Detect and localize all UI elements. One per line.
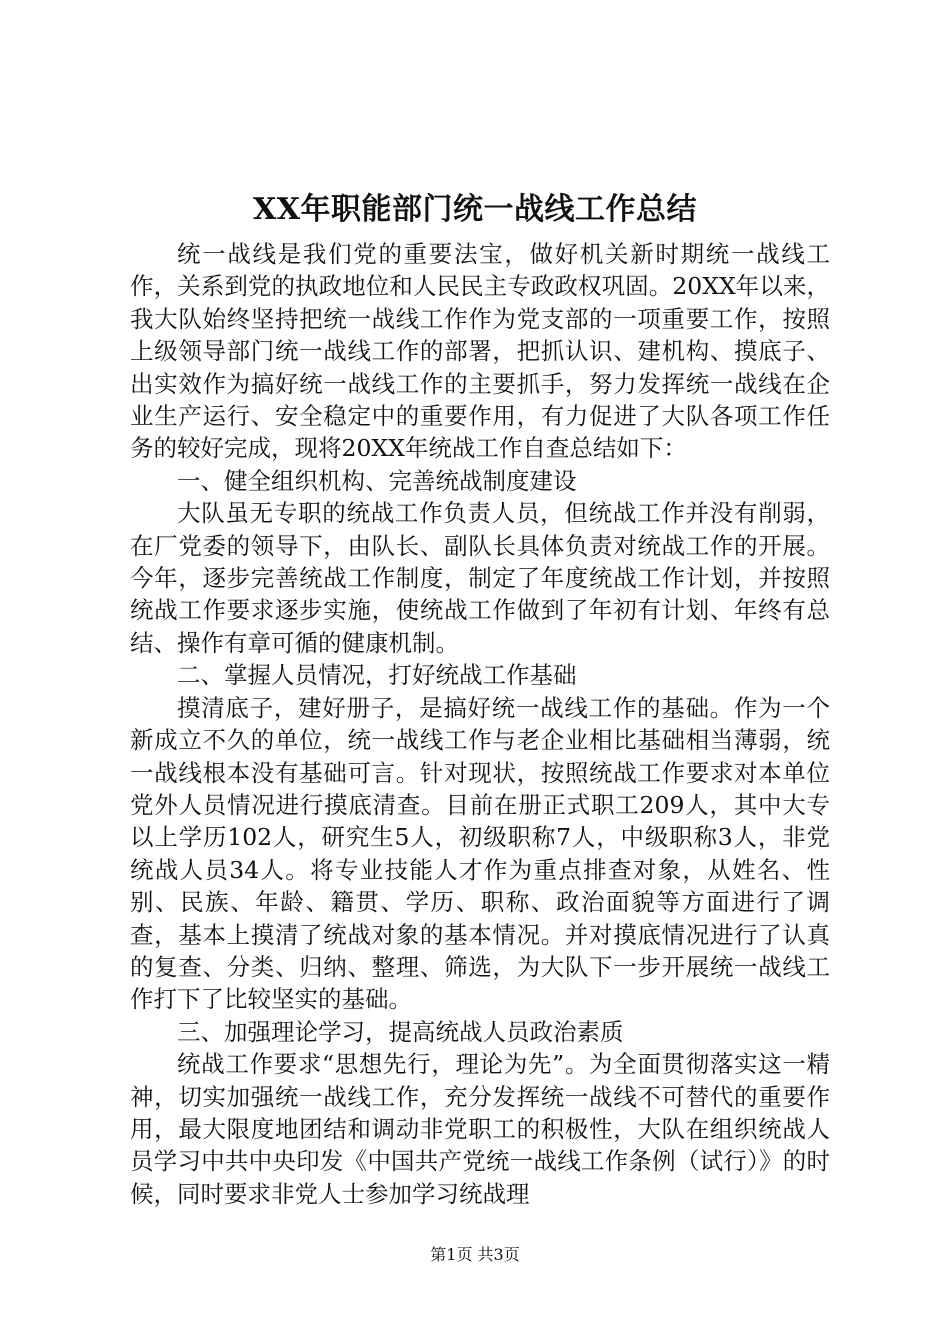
paragraph-section-3: 统战工作要求“思想先行，理论为先”。为全面贯彻落实这一精神，切实加强统一战线工作，充分发挥统一战线不可替代的重要作用，最大限度地团结和调动非党职工的积极性，大队在组织统战人员学习中共中央印发《中国共产党统一战线工作条例（试行）》的时候，同时要求非党人士参加学习统战理 [130, 1050, 830, 1208]
section-heading-2: 二、掌握人员情况，打好统战工作基础 [177, 661, 577, 690]
document-title: XX年职能部门统一战线工作总结 [252, 192, 698, 227]
page-footer: 第1页 共3页 [430, 1245, 520, 1264]
section-heading-3: 三、加强理论学习，提高统战人员政治素质 [177, 1017, 624, 1046]
paragraph-section-1: 大队虽无专职的统战工作负责人员，但统战工作并没有削弱，在厂党委的领导下，由队长、副队长具体负责对统战工作的开展。今年，逐步完善统战工作制度，制定了年度统战工作计划，并按照统战工作要求逐步实施，使统战工作做到了年初有计划、年终有总结、操作有章可循的健康机制。 [130, 499, 830, 657]
paragraph-section-2: 摸清底子，建好册子，是搞好统一战线工作的基础。作为一个新成立不久的单位，统一战线工作与老企业相比基础相当薄弱，统一战线根本没有基础可言。针对现状，按照统战工作要求对本单位党外人员情况进行摸底清查。目前在册正式职工209人，其中大专以上学历102人，研究生5人，初级职称7人，中级职称3人，非党统战人员34人。将专业技能人才作为重点排查对象，从姓名、性别、民族、年龄、籍贯、学历、职称、政治面貌等方面进行了调查，基本上摸清了统战对象的基本情况。并对摸底情况进行了认真的复查、分类、归纳、整理、筛选，为大队下一步开展统一战线工作打下了比较坚实的基础。 [130, 693, 830, 1014]
section-heading-1: 一、健全组织机构、完善统战制度建设 [177, 466, 577, 495]
paragraph-intro: 统一战线是我们党的重要法宝，做好机关新时期统一战线工作，关系到党的执政地位和人民民主专政政权巩固。20XX年以来，我大队始终坚持把统一战线工作作为党支部的一项重要工作，按照上级领导部门统一战线工作的部署，把抓认识、建机构、摸底子、出实效作为搞好统一战线工作的主要抓手，努力发挥统一战线在企业生产运行、安全稳定中的重要作用，有力促进了大队各项工作任务的较好完成，现将20XX年统战工作自查总结如下： [130, 240, 830, 463]
document-body [130, 238, 830, 1210]
